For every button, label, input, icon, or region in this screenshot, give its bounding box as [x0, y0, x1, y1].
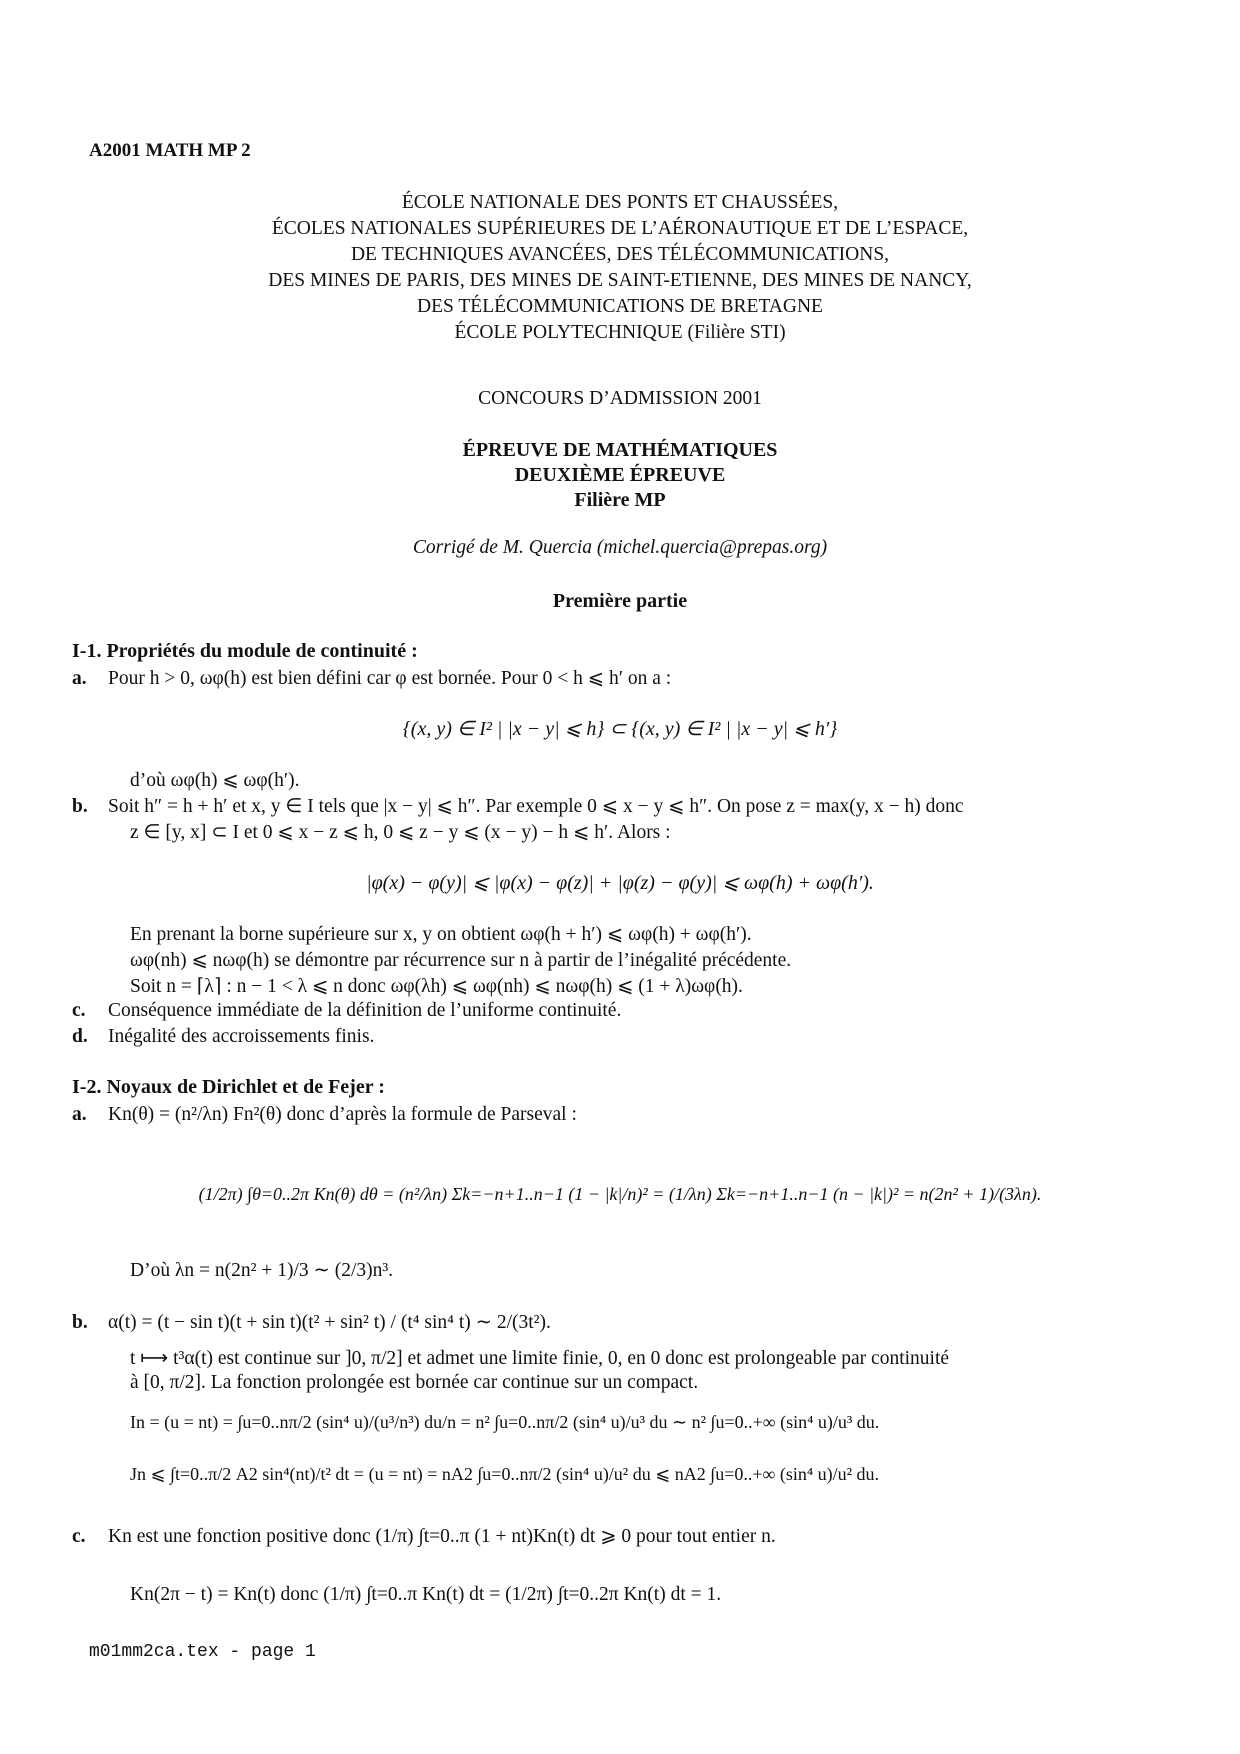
item-a [72, 666, 671, 690]
item-text: In = (u = nt) = ∫u=0..nπ/2 (sin⁴ u)/(u³/n³) du/n = n² ∫u=0..nπ/2 (sin⁴ u)/u³ du ∼ n² ∫u=0..+∞ (sin⁴ u)/u³ du. [130, 1412, 880, 1432]
section-title: I-2. Noyaux de Dirichlet et de Fejer : [72, 1076, 385, 1098]
item-d [72, 1026, 374, 1048]
item-text: Soit n = ⌈λ⌉ : n − 1 < λ ⩽ n donc ωφ(λh) ⩽ ωφ(nh) ⩽ nωφ(h) ⩽ (1 + λ)ωφ(h). [130, 976, 743, 997]
item-text: α(t) = (t − sin t)(t + sin t)(t² + sin² t) / (t⁴ sin⁴ t) ∼ 2/(3t²). [108, 1312, 551, 1333]
school-line: ÉCOLES NATIONALES SUPÉRIEURES DE L’AÉRONAUTIQUE ET DE L’ESPACE, [271, 218, 969, 239]
item-text: z ∈ [y, x] ⊂ I et 0 ⩽ x − z ⩽ h, 0 ⩽ z − y ⩽ (x − y) − h ⩽ h′. Alors : [130, 822, 671, 843]
equation: |φ(x) − φ(y)| ⩽ |φ(x) − φ(z)| + |φ(z) − φ(y)| ⩽ ωφ(h) + ωφ(h′). [366, 872, 874, 894]
exam-track: Filière MP [574, 489, 666, 511]
item-text: Inégalité des accroissements finis. [108, 1026, 375, 1047]
school-line: DES TÉLÉCOMMUNICATIONS DE BRETAGNE [417, 296, 823, 317]
item-text: Soit h″ = h + h′ et x, y ∈ I tels que |x − y| ⩽ h″. Par exemple 0 ⩽ x − y ⩽ h″. On pose z = max(y, x − h) donc [108, 796, 964, 817]
item-c [72, 1000, 621, 1022]
item-b [72, 1310, 551, 1334]
equation: (1/2π) ∫θ=0..2π Kn(θ) dθ = (n²/λn) Σk=−n+1..n−1 (1 − |k|/n)² = (1/λn) Σk=−n+1..n−1 (n − |k|)² = n(2n² + 1)/(3λn). [198, 1184, 1042, 1204]
item-text: Kn(2π − t) = Kn(t) donc (1/π) ∫t=0..π Kn(t) dt = (1/2π) ∫t=0..2π Kn(t) dt = 1. [130, 1584, 722, 1605]
schools-block [0, 190, 1240, 346]
item-text: d’où ωφ(h) ⩽ ωφ(h′). [130, 770, 300, 791]
item-label: b. [72, 796, 88, 817]
page-footer: m01mm2ca.tex - page 1 [89, 1642, 316, 1662]
item-b [72, 794, 964, 818]
author-line: Corrigé de M. Quercia (michel.quercia@prepas.org) [412, 537, 828, 558]
item-text: ωφ(nh) ⩽ nωφ(h) se démontre par récurrence sur n à partir de l’inégalité précédente. [130, 950, 792, 971]
exam-titles [0, 438, 1240, 513]
item-text: D’où λn = n(2n² + 1)/3 ∼ (2/3)n³. [130, 1260, 394, 1281]
item-text: Kn est une fonction positive donc (1/π) ∫t=0..π (1 + nt)Kn(t) dt ⩾ 0 pour tout entier n. [108, 1526, 776, 1547]
school-line: ÉCOLE POLYTECHNIQUE (Filière STI) [454, 322, 786, 343]
exam-title: ÉPREUVE DE MATHÉMATIQUES [462, 439, 778, 461]
item-text: Kn(θ) = (n²/λn) Fn²(θ) donc d’après la formule de Parseval : [108, 1104, 577, 1125]
school-line: ÉCOLE NATIONALE DES PONTS ET CHAUSSÉES, [401, 192, 839, 213]
item-text: t ⟼ t³α(t) est continue sur ]0, π/2] et admet une limite finie, 0, en 0 donc est prolongeable par continuité [130, 1348, 950, 1369]
item-text: à [0, π/2]. La fonction prolongée est bornée car continue sur un compact. [130, 1372, 699, 1393]
contest-title: CONCOURS D’ADMISSION 2001 [478, 388, 762, 409]
item-c [72, 1524, 776, 1548]
item-text: Conséquence immédiate de la définition de l’uniforme continuité. [108, 1000, 622, 1021]
item-label: d. [72, 1026, 88, 1047]
item-text: Jn ⩽ ∫t=0..π/2 A2 sin⁴(nt)/t² dt = (u = nt) = nA2 ∫u=0..nπ/2 (sin⁴ u)/u² du ⩽ nA2 ∫u=0..+∞ (sin⁴ u)/u² du. [130, 1464, 880, 1484]
item-label: b. [72, 1312, 88, 1333]
exam-code: A2001 MATH MP 2 [89, 140, 251, 161]
school-line: DES MINES DE PARIS, DES MINES DE SAINT-ETIENNE, DES MINES DE NANCY, [268, 270, 972, 291]
item-label: c. [72, 1526, 86, 1547]
item-label: a. [72, 668, 87, 689]
item-text: En prenant la borne supérieure sur x, y on obtient ωφ(h + h′) ⩽ ωφ(h) + ωφ(h′). [130, 924, 752, 945]
item-label: c. [72, 1000, 86, 1021]
item-label: a. [72, 1104, 87, 1125]
school-line: DE TECHNIQUES AVANCÉES, DES TÉLÉCOMMUNICATIONS, [350, 244, 890, 265]
equation: {(x, y) ∈ I² | |x − y| ⩽ h} ⊂ {(x, y) ∈ I² | |x − y| ⩽ h′} [402, 718, 838, 740]
item-a [72, 1104, 577, 1126]
item-text: Pour h > 0, ωφ(h) est bien défini car φ est bornée. Pour 0 < h ⩽ h′ on a : [108, 668, 672, 689]
exam-subtitle: DEUXIÈME ÉPREUVE [514, 464, 726, 486]
part-title: Première partie [552, 590, 688, 612]
section-title: I-1. Propriétés du module de continuité : [72, 640, 418, 662]
